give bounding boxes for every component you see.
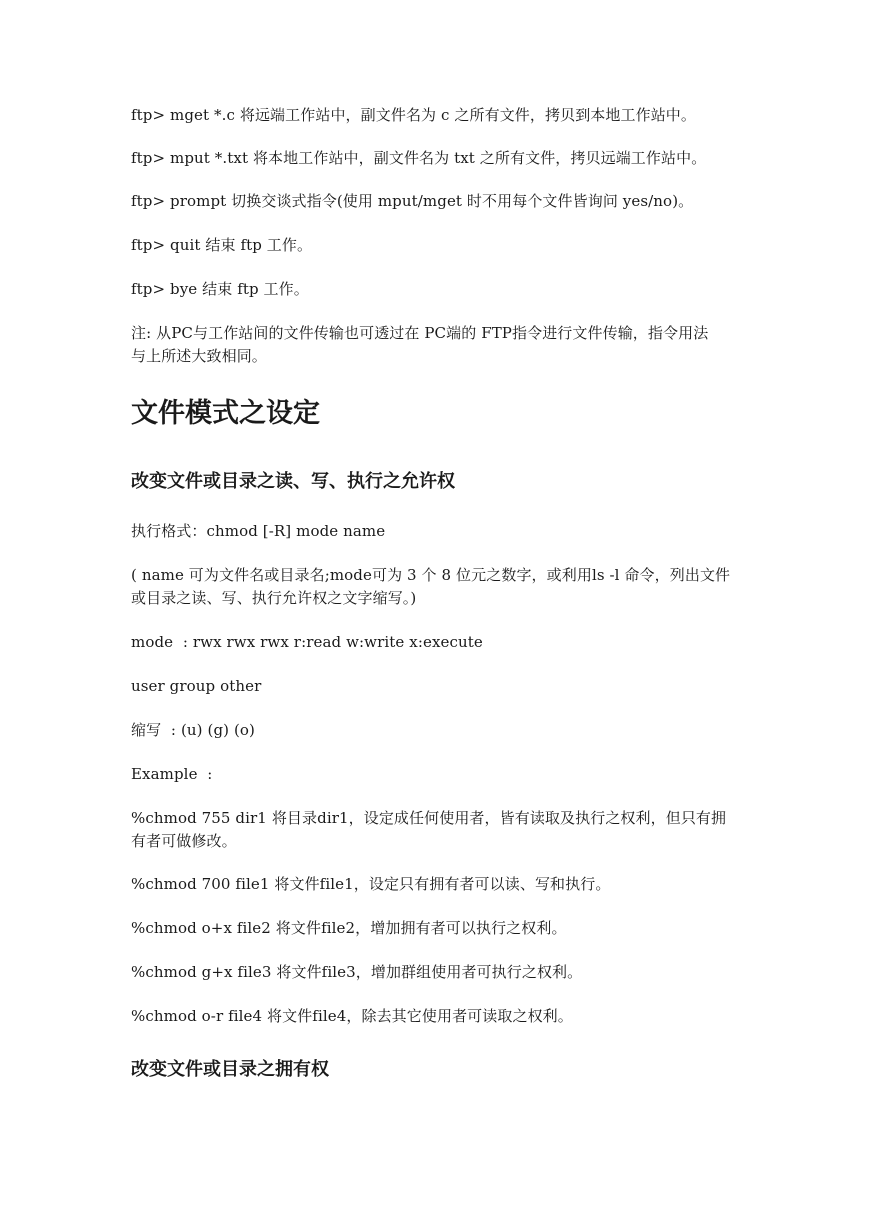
ftp-mput-line: ftp> mput *.txt 将本地工作站中，副文件名为 txt 之所有文件，拷贝远端工作站中。 [131,149,707,167]
example-chmod-g-plus-x: %chmod g+x file3 将文件file3，增加群组使用者可执行之权利。 [131,963,583,981]
document-page [131,104,771,1084]
example-chmod-o-minus-r: %chmod o-r file4 将文件file4，除去其它使用者可读取之权利。 [131,1007,573,1025]
ftp-bye-line: ftp> bye 结束 ftp 工作。 [131,280,309,298]
chmod-format: 执行格式：chmod [-R] mode name [131,522,386,540]
example-label: Example : [131,765,213,783]
ftp-quit-line: ftp> quit 结束 ftp 工作。 [131,236,313,254]
example-chmod-700: %chmod 700 file1 将文件file1，设定只有拥有者可以读、写和执行。 [131,875,611,893]
groups-line: user group other [131,677,262,695]
section-title: 文件模式之设定 [131,398,320,429]
subsection-chmod-title: 改变文件或目录之读、写、执行之允许权 [131,471,455,492]
mode-line: mode : rwx rwx rwx r:read w:write x:execute [131,633,483,651]
chmod-description: ( name 可为文件名或目录名;mode可为 3 个 8 位元之数字，或利用ls -l 命令，列出文件或目录之读、写、执行允许权之文字缩写。) [131,566,731,607]
ftp-note: 注: 从PC与工作站间的文件传输也可透过在 PC端的 FTP指令进行文件传输，指令用法与上所述大致相同。 [131,324,709,365]
subsection-chown-title: 改变文件或目录之拥有权 [131,1059,329,1080]
ftp-mget-line: ftp> mget *.c 将远端工作站中，副文件名为 c 之所有文件，拷贝到本地工作站中。 [131,106,696,124]
example-chmod-o-plus-x: %chmod o+x file2 将文件file2，增加拥有者可以执行之权利。 [131,919,567,937]
abbrev-line: 缩写 : (u) (g) (o) [131,721,255,739]
example-chmod-755: %chmod 755 dir1 将目录dir1，设定成任何使用者，皆有读取及执行之权利，但只有拥有者可做修改。 [131,809,727,850]
ftp-prompt-line: ftp> prompt 切换交谈式指令(使用 mput/mget 时不用每个文件皆询问 yes/no)。 [131,192,694,210]
